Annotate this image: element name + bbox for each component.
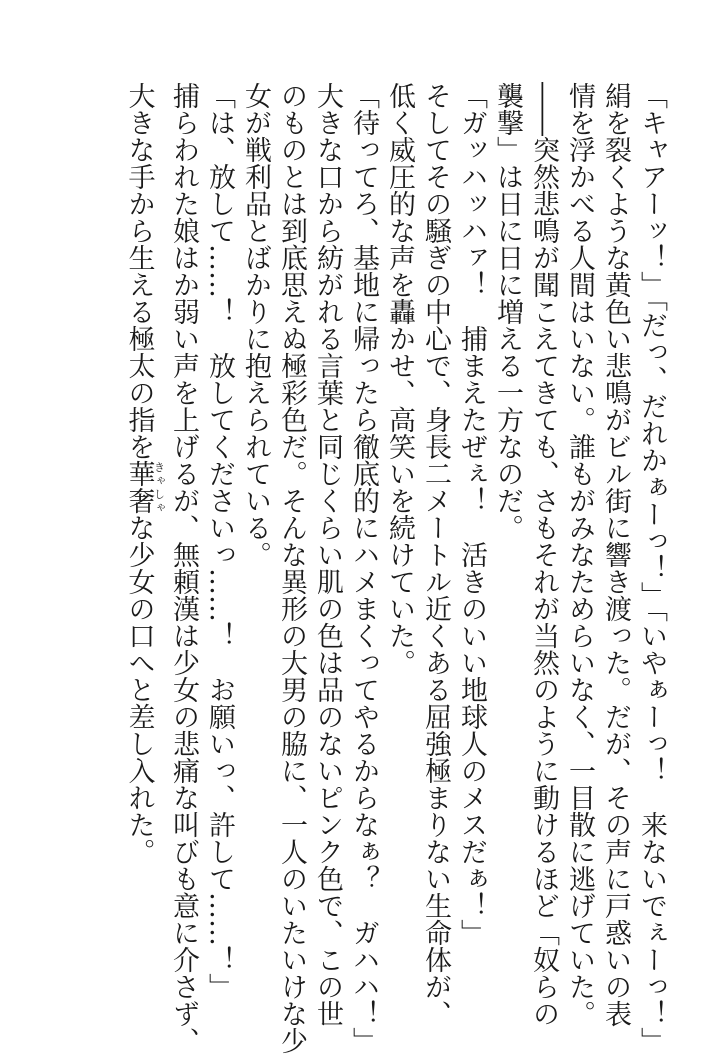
text-line: 低く威圧的な声を轟かせ、高笑いを続けていた。 (384, 82, 415, 676)
text-line: 捕らわれた娘はか弱い声を上げるが、無頼漢は少女の悲痛な叫びも意に介さず、 (168, 82, 199, 1054)
vertical-text-body (121, 82, 670, 1054)
text-line: 「は、放して……！ 放してくださいっ……！ お願いっ、許して……！」 (204, 82, 235, 1000)
ruby-annotation: 華奢きゃしゃ (123, 460, 166, 514)
text-line-with-ruby: 大きな手から生える極太の指を華奢きゃしゃな少女の口へと差し入れた。 (123, 82, 166, 865)
text-line: 「待ってろ、基地に帰ったら徹底的にハメまくってやるからなぁ？ ガハハ！」 (348, 82, 379, 1054)
text-line: 絹を裂くような黄色い悲鳴がビル街に響き渡った。だが、その声に戸惑いの表 (600, 82, 631, 1027)
ruby-reading: きゃしゃ (152, 460, 166, 514)
text-line: 襲撃」は日に日に増える一方なのだ。 (492, 82, 523, 541)
text-line: 情を浮かべる人間はいない。誰もがみなためらいなく、一目散に逃げていた。 (564, 82, 595, 1027)
text-line: 「ガッハッハァ！ 捕まえたぜぇ！ 活きのいい地球人のメスだぁ！」 (456, 82, 487, 946)
text-line: 「キャアーッ！」「だっ、だれかぁーっ！」「いやぁーっ！ 来ないでぇーっ！」 (636, 82, 667, 1054)
text-line: のものとは到底思えぬ極彩色だ。そんな異形の大男の脇に、一人のいたいけな少 (276, 82, 307, 1054)
text-line: 大きな口から紡がれる言葉と同じくらい肌の色は品のないピンク色で、この世 (312, 82, 343, 1027)
text-line: ――突然悲鳴が聞こえてきても、さもそれが当然のように動けるほど「奴らの (528, 82, 559, 1027)
text-line: 女が戦利品とばかりに抱えられている。 (240, 82, 271, 568)
text-line: そしてその騒ぎの中心で、身長二メートル近くある屈強極まりない生命体が、 (420, 82, 451, 1027)
